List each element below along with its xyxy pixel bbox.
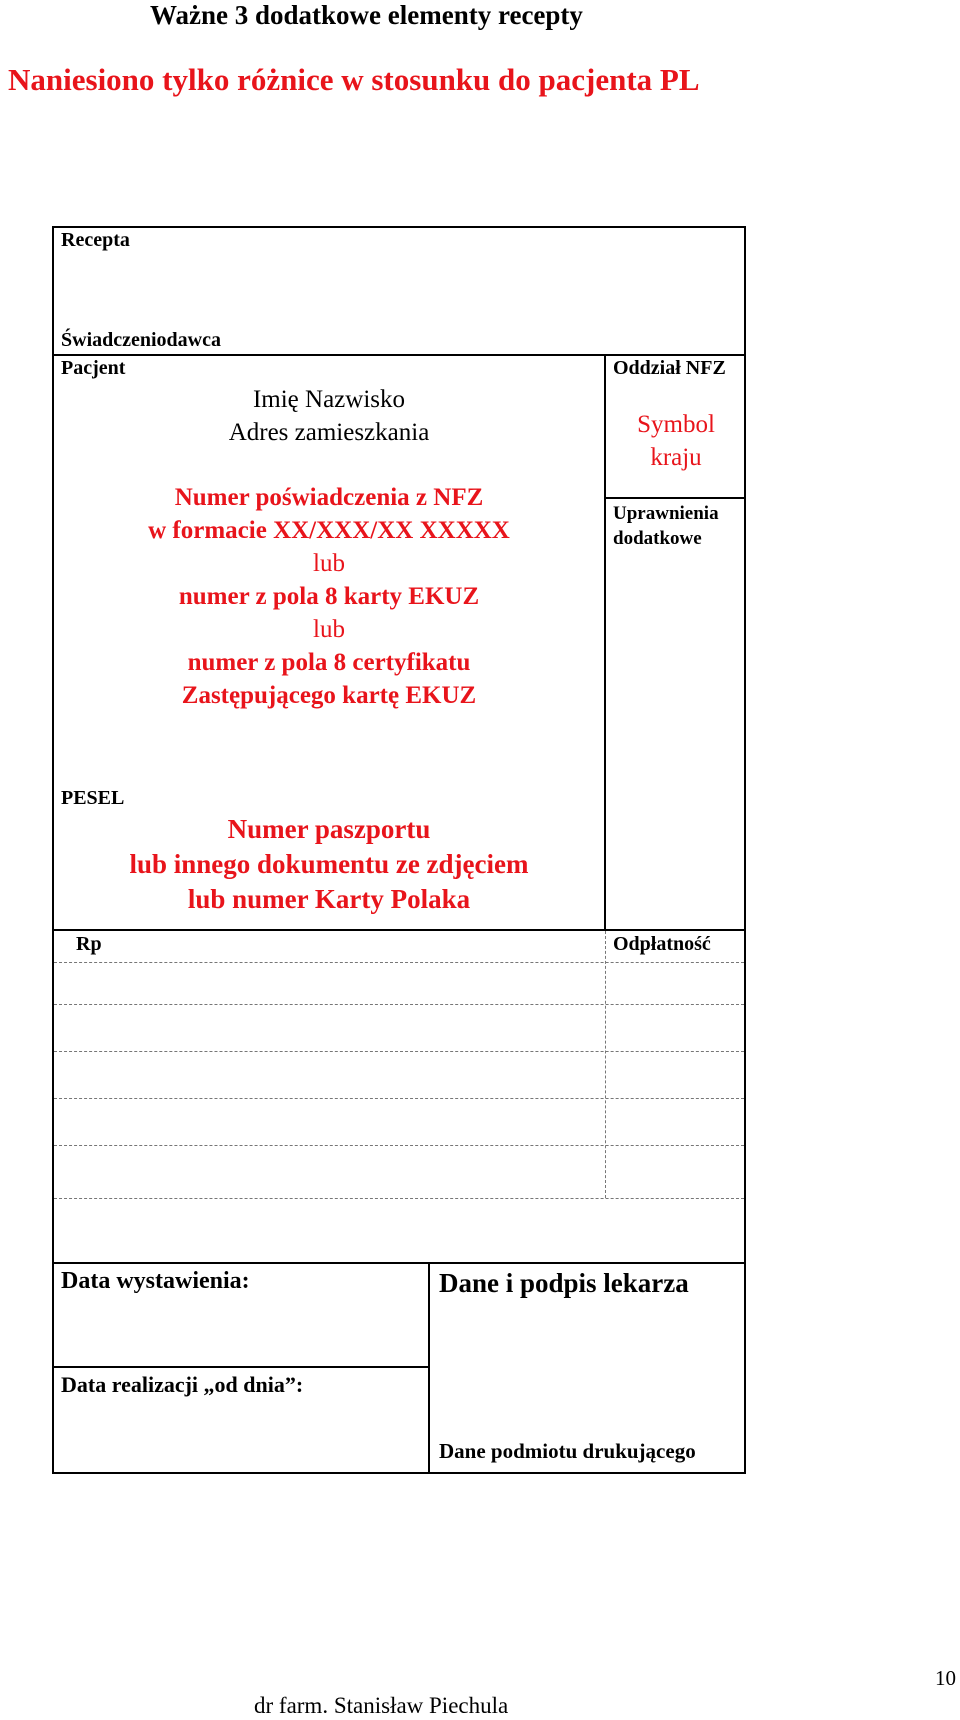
insurance-line: Zastępującego kartę EKUZ — [181, 682, 477, 709]
rp-dashed-line — [54, 1098, 744, 1099]
divider-symbol-rights — [604, 497, 746, 499]
rp-dashed-divider — [605, 931, 606, 1198]
page-subtitle: Naniesiono tylko różnice w stosunku do pacjenta PL — [8, 62, 700, 97]
divider-dates — [52, 1366, 430, 1368]
divider-pesel-rp — [52, 929, 746, 931]
country-symbol-block — [606, 408, 746, 474]
rp-dashed-line — [54, 962, 744, 963]
realization-date-label: Data realizacji „od dnia”: — [61, 1372, 304, 1397]
rp-dashed-line — [54, 1004, 744, 1005]
rp-dashed-line — [54, 1198, 744, 1199]
divider-signature-column — [428, 1262, 430, 1474]
provider-label: Świadczeniodawca — [61, 329, 221, 351]
country-symbol-line: kraju — [650, 444, 702, 471]
nfz-branch-label: Oddział NFZ — [613, 357, 726, 379]
insurance-line: Numer poświadczenia z NFZ — [174, 484, 484, 511]
rp-label: Rp — [76, 933, 102, 955]
insurance-or: lub — [313, 616, 345, 643]
passport-line: lub numer Karty Polaka — [187, 884, 471, 914]
issue-date-label: Data wystawienia: — [61, 1268, 250, 1294]
payment-label: Odpłatność — [613, 933, 711, 955]
author-footer: dr farm. Stanisław Piechula — [254, 1693, 509, 1718]
passport-block — [54, 812, 604, 917]
extra-rights-line: dodatkowe — [613, 528, 702, 549]
patient-label: Pacjent — [61, 357, 126, 379]
country-symbol-line: Symbol — [637, 411, 715, 438]
divider-rp-signature — [52, 1262, 746, 1264]
extra-rights-line: Uprawnienia — [613, 503, 719, 524]
patient-address: Adres zamieszkania — [228, 419, 430, 446]
page-number: 10 — [935, 1666, 956, 1690]
insurance-number-block — [54, 481, 604, 712]
divider-provider-patient — [52, 354, 746, 356]
passport-line: lub innego dokumentu ze zdjęciem — [129, 849, 529, 879]
page-title: Ważne 3 dodatkowe elementy recepty — [150, 0, 583, 30]
pesel-label: PESEL — [61, 787, 125, 809]
insurance-line: numer z pola 8 karty EKUZ — [178, 583, 480, 610]
rp-dashed-line — [54, 1145, 744, 1146]
rp-dashed-line — [54, 1051, 744, 1052]
printer-label: Dane podmiotu drukującego — [439, 1439, 696, 1463]
insurance-line: w formacie XX/XXX/XX XXXXX — [148, 517, 510, 544]
patient-name: Imię Nazwisko — [252, 386, 406, 413]
extra-rights-block — [613, 501, 719, 551]
doctor-signature-label: Dane i podpis lekarza — [439, 1268, 689, 1298]
patient-name-block — [54, 383, 604, 449]
passport-line: Numer paszportu — [227, 814, 431, 844]
insurance-line: numer z pola 8 certyfikatu — [187, 649, 471, 676]
insurance-or: lub — [313, 550, 345, 577]
recepta-label: Recepta — [61, 229, 130, 251]
